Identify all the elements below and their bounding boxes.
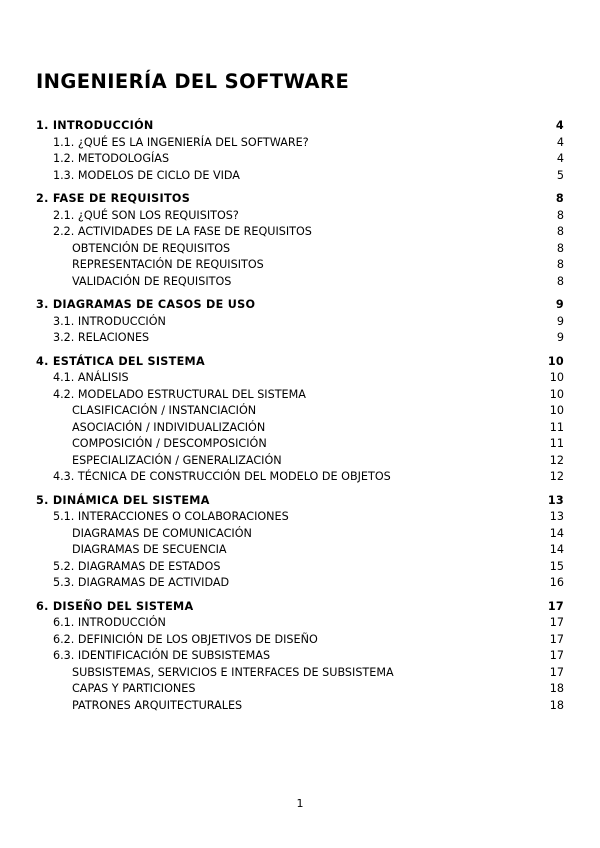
toc-entry-label: 2.2. ACTIVIDADES DE LA FASE DE REQUISITOS <box>53 225 312 238</box>
toc-section <box>36 118 564 184</box>
toc-entry-page: 11 <box>549 420 564 434</box>
toc-entry-page: 17 <box>549 632 564 646</box>
toc-entry-subsubsection[interactable] <box>36 436 564 453</box>
toc-entry-label: 1.1. ¿QUÉ ES LA INGENIERÍA DEL SOFTWARE? <box>53 135 309 149</box>
toc-entry-page: 8 <box>556 241 564 255</box>
toc-entry-label: 6.2. DEFINICIÓN DE LOS OBJETIVOS DE DISEÑO <box>53 632 318 646</box>
toc-entry-page: 10 <box>547 354 564 368</box>
toc-entry-subsubsection[interactable] <box>36 681 564 698</box>
toc-entry-page: 9 <box>556 314 564 328</box>
toc-entry-page: 12 <box>549 453 564 467</box>
toc-entry-chapter[interactable] <box>36 599 564 616</box>
toc-entry-page: 4 <box>556 152 564 165</box>
toc-section <box>36 191 564 290</box>
toc-entry-page: 17 <box>549 665 564 679</box>
toc-entry-page: 12 <box>549 470 564 483</box>
toc-entry-label: PATRONES ARQUITECTURALES <box>72 698 243 712</box>
toc-section <box>36 354 564 486</box>
toc-entry-page: 5 <box>556 168 564 182</box>
toc-entry-subsubsection[interactable] <box>36 665 564 682</box>
toc-entry-page: 18 <box>549 682 564 695</box>
toc-entry-label: VALIDACIÓN DE REQUISITOS <box>72 274 232 288</box>
toc-entry-page: 17 <box>547 599 564 613</box>
toc-entry-label: 1. INTRODUCCIÓN <box>36 119 154 132</box>
toc-entry-subsection[interactable] <box>36 151 564 168</box>
toc-entry-subsubsection[interactable] <box>36 257 564 274</box>
toc-entry-label: 4. ESTÁTICA DEL SISTEMA <box>36 354 205 368</box>
toc-entry-page: 14 <box>549 543 564 556</box>
page-number: 1 <box>296 797 304 810</box>
toc-entry-label: 5.1. INTERACCIONES O COLABORACIONES <box>53 510 289 523</box>
toc-entry-label: 5. DINÁMICA DEL SISTEMA <box>36 493 210 507</box>
toc-entry-subsection[interactable] <box>36 208 564 225</box>
toc-entry-subsection[interactable] <box>36 615 564 632</box>
toc-entry-label: 2.1. ¿QUÉ SON LOS REQUISITOS? <box>53 208 239 222</box>
toc-entry-label: ASOCIACIÓN / INDIVIDUALIZACIÓN <box>72 420 266 434</box>
table-of-contents <box>36 118 564 721</box>
toc-entry-subsubsection[interactable] <box>36 403 564 420</box>
toc-entry-label: ESPECIALIZACIÓN / GENERALIZACIÓN <box>72 453 282 467</box>
toc-entry-page: 9 <box>555 298 564 311</box>
toc-entry-page: 13 <box>549 510 564 523</box>
toc-entry-page: 9 <box>556 331 564 344</box>
toc-entry-subsection[interactable] <box>36 575 564 592</box>
toc-entry-page: 10 <box>549 404 564 417</box>
toc-entry-chapter[interactable] <box>36 493 564 510</box>
toc-entry-label: CAPAS Y PARTICIONES <box>72 682 196 695</box>
toc-entry-subsection[interactable] <box>36 370 564 387</box>
toc-entry-label: 6.3. IDENTIFICACIÓN DE SUBSISTEMAS <box>53 649 271 662</box>
toc-entry-page: 10 <box>549 371 564 384</box>
toc-entry-page: 15 <box>549 559 564 573</box>
toc-entry-subsection[interactable] <box>36 509 564 526</box>
toc-entry-label: 5.2. DIAGRAMAS DE ESTADOS <box>53 559 221 573</box>
toc-entry-subsubsection[interactable] <box>36 420 564 437</box>
toc-entry-subsection[interactable] <box>36 330 564 347</box>
toc-entry-page: 8 <box>556 225 564 238</box>
toc-entry-page: 17 <box>549 616 564 629</box>
toc-entry-page: 17 <box>549 649 564 662</box>
toc-entry-label: DIAGRAMAS DE COMUNICACIÓN <box>72 526 252 540</box>
toc-section <box>36 493 564 592</box>
toc-entry-page: 4 <box>555 119 564 132</box>
toc-entry-label: 1.3. MODELOS DE CICLO DE VIDA <box>53 168 240 182</box>
toc-entry-label: 5.3. DIAGRAMAS DE ACTIVIDAD <box>53 576 230 589</box>
toc-entry-label: 3.1. INTRODUCCIÓN <box>53 314 166 328</box>
toc-entry-label: DIAGRAMAS DE SECUENCIA <box>72 543 227 556</box>
toc-entry-label: 4.3. TÉCNICA DE CONSTRUCCIÓN DEL MODELO DE OBJETOS <box>53 470 391 483</box>
toc-entry-label: 4.2. MODELADO ESTRUCTURAL DEL SISTEMA <box>53 387 306 401</box>
toc-entry-page: 8 <box>556 208 564 222</box>
toc-entry-subsection[interactable] <box>36 632 564 649</box>
toc-entry-subsubsection[interactable] <box>36 526 564 543</box>
toc-entry-subsubsection[interactable] <box>36 453 564 470</box>
toc-entry-page: 18 <box>549 698 564 712</box>
toc-entry-subsubsection[interactable] <box>36 542 564 559</box>
toc-entry-subsection[interactable] <box>36 469 564 486</box>
toc-entry-page: 8 <box>555 192 564 205</box>
toc-entry-label: 6. DISEÑO DEL SISTEMA <box>36 599 194 613</box>
toc-entry-label: OBTENCIÓN DE REQUISITOS <box>72 241 231 255</box>
toc-entry-subsection[interactable] <box>36 168 564 185</box>
toc-entry-label: COMPOSICIÓN / DESCOMPOSICIÓN <box>72 437 267 450</box>
toc-entry-chapter[interactable] <box>36 354 564 371</box>
toc-entry-label: 3.2. RELACIONES <box>53 331 150 344</box>
toc-entry-subsubsection[interactable] <box>36 698 564 715</box>
toc-entry-page: 16 <box>549 576 564 589</box>
toc-entry-subsection[interactable] <box>36 314 564 331</box>
toc-entry-page: 8 <box>556 274 564 288</box>
toc-entry-subsection[interactable] <box>36 135 564 152</box>
toc-entry-subsection[interactable] <box>36 387 564 404</box>
toc-entry-page: 10 <box>549 387 564 401</box>
toc-entry-label: 6.1. INTRODUCCIÓN <box>53 616 166 629</box>
toc-entry-page: 8 <box>556 258 564 271</box>
toc-entry-subsection[interactable] <box>36 224 564 241</box>
toc-entry-chapter[interactable] <box>36 297 564 314</box>
toc-entry-label: 3. DIAGRAMAS DE CASOS DE USO <box>36 298 256 311</box>
document-title: INGENIERÍA DEL SOFTWARE <box>36 70 350 93</box>
toc-entry-subsubsection[interactable] <box>36 241 564 258</box>
toc-entry-label: 2. FASE DE REQUISITOS <box>36 192 191 205</box>
toc-entry-label: SUBSISTEMAS, SERVICIOS E INTERFACES DE SUBSISTEMA <box>72 665 394 679</box>
toc-entry-subsection[interactable] <box>36 559 564 576</box>
toc-entry-page: 11 <box>549 437 564 450</box>
toc-entry-chapter[interactable] <box>36 118 564 135</box>
toc-entry-chapter[interactable] <box>36 191 564 208</box>
toc-section <box>36 599 564 715</box>
toc-section <box>36 297 564 347</box>
toc-entry-subsection[interactable] <box>36 648 564 665</box>
toc-entry-page: 13 <box>547 493 564 507</box>
toc-entry-page: 14 <box>549 526 564 540</box>
toc-entry-label: 4.1. ANÁLISIS <box>53 371 129 384</box>
toc-entry-page: 4 <box>556 135 564 149</box>
toc-entry-label: REPRESENTACIÓN DE REQUISITOS <box>72 258 264 271</box>
toc-entry-label: CLASIFICACIÓN / INSTANCIACIÓN <box>72 404 257 417</box>
toc-entry-subsubsection[interactable] <box>36 274 564 291</box>
toc-entry-label: 1.2. METODOLOGÍAS <box>53 152 170 165</box>
